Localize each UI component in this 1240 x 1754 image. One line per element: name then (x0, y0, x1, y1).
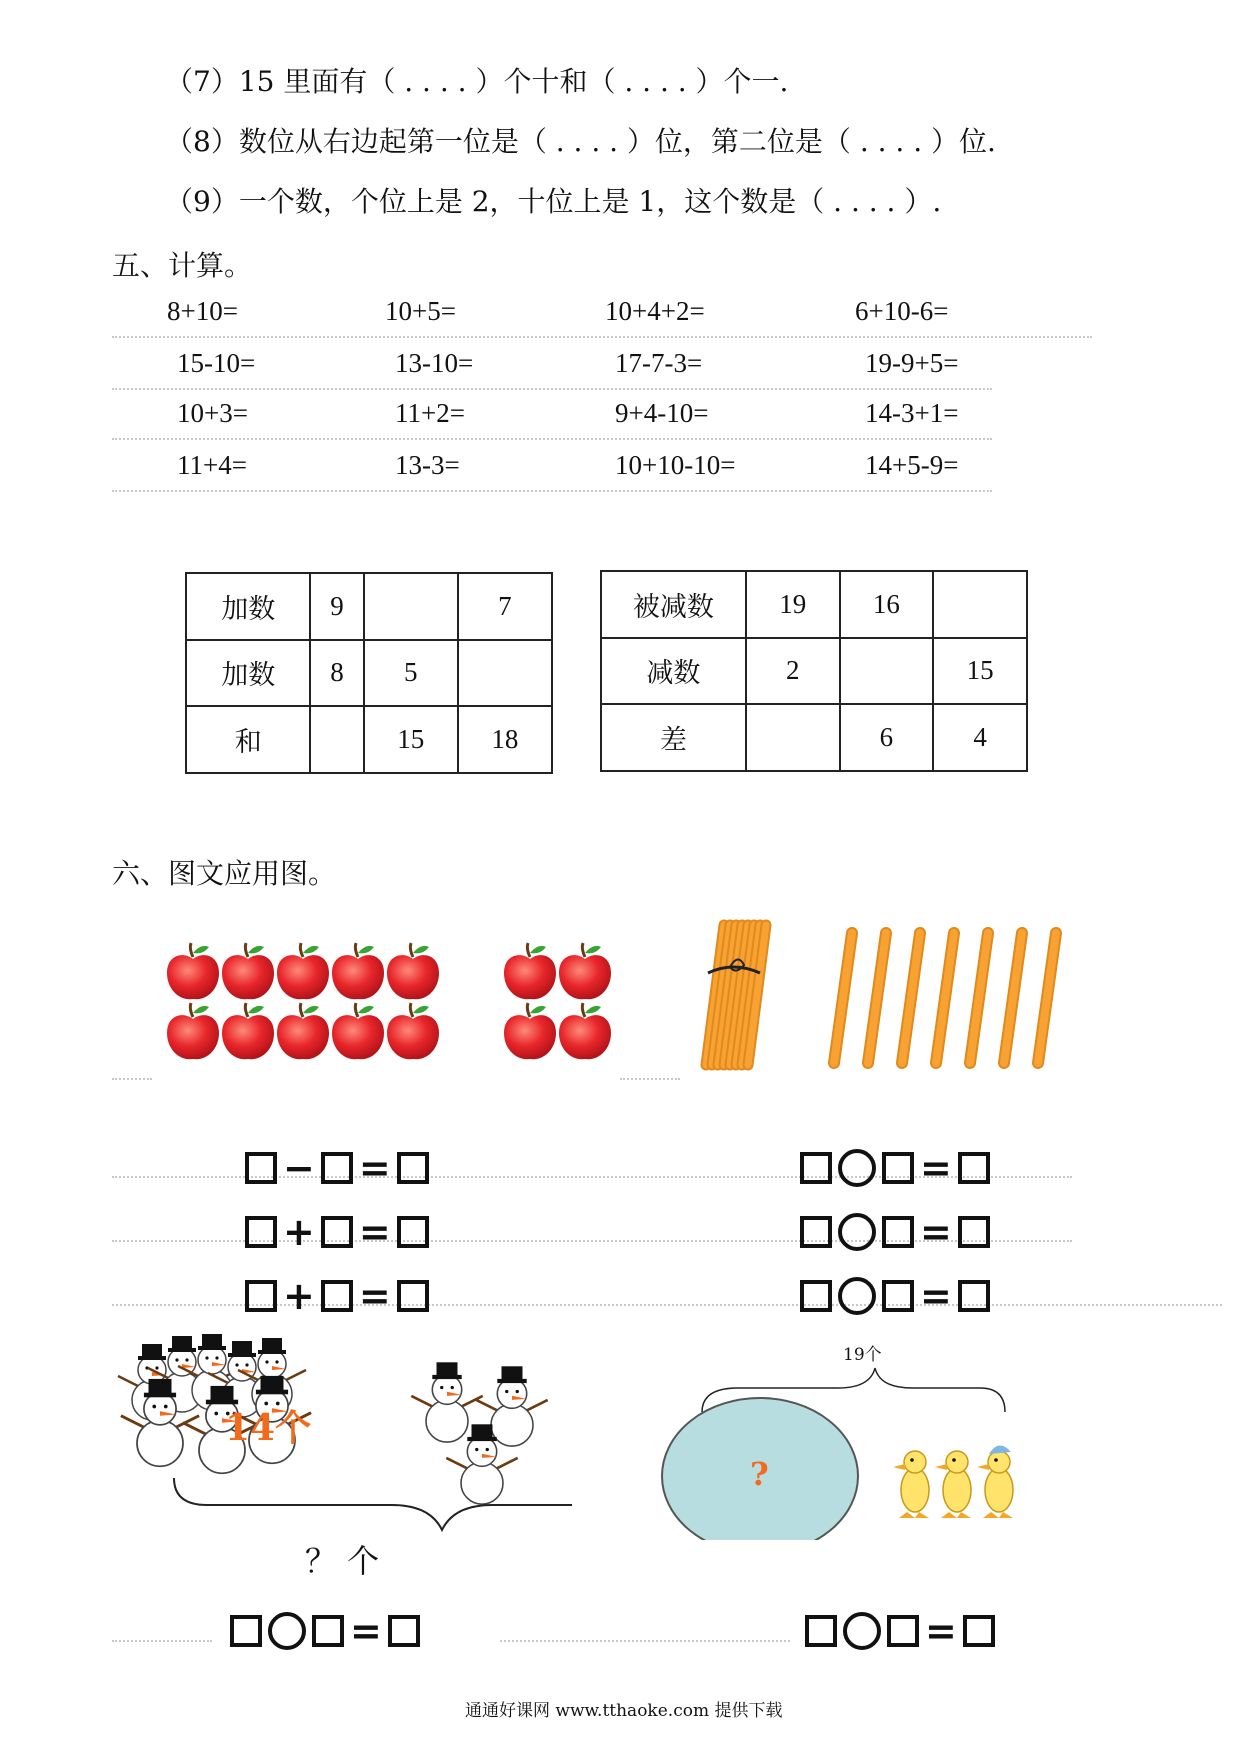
equals-sign: = (920, 1274, 952, 1318)
table-cell: 16 (840, 571, 934, 638)
apple-icon (332, 943, 384, 999)
answer-box[interactable] (958, 1152, 990, 1184)
apples-picture (160, 930, 620, 1070)
apple-icon (387, 943, 439, 999)
answer-box[interactable] (882, 1216, 914, 1248)
table-cell (746, 704, 840, 771)
duck-icon (935, 1451, 971, 1518)
calc-problem: 19-9+5= (865, 348, 959, 378)
calc-problem: 13-3= (395, 450, 460, 480)
equals-sign: = (920, 1210, 952, 1254)
table-cell (364, 573, 458, 640)
operator-sign: − (283, 1146, 315, 1190)
snowmen-question: ？ 个 (305, 1542, 380, 1580)
table-header-cell: 被减数 (601, 571, 746, 638)
calc-problem: 17-7-3= (615, 348, 703, 378)
apple-icon (504, 1003, 556, 1059)
stick-icon (1038, 933, 1056, 1063)
calc-problem: 11+4= (177, 450, 247, 480)
dotted-line (112, 1640, 212, 1642)
stick-equation (800, 1146, 990, 1190)
calc-problem: 10+5= (385, 296, 456, 326)
section-6-title: 六、图文应用图。 (112, 857, 337, 890)
answer-box[interactable] (800, 1280, 832, 1312)
calc-problem: 6+10-6= (855, 296, 949, 326)
answer-box[interactable] (312, 1615, 344, 1647)
table-cell: 19 (746, 571, 840, 638)
sticks-picture (690, 915, 1090, 1080)
stick-equation (800, 1274, 990, 1318)
stick-icon (1004, 933, 1022, 1063)
calc-problem: 10+4+2= (605, 296, 705, 326)
table-header-cell: 加数 (186, 640, 310, 707)
ducks-picture (660, 1360, 1080, 1540)
answer-box[interactable] (230, 1615, 262, 1647)
dotted-line (112, 1078, 152, 1080)
table-header-cell: 加数 (186, 573, 310, 640)
answer-box[interactable] (245, 1280, 277, 1312)
operator-circle[interactable] (838, 1277, 876, 1315)
addition-table (185, 572, 553, 774)
table-cell: 15 (933, 638, 1027, 705)
answer-box[interactable] (958, 1280, 990, 1312)
footer: 通通好课网 www.tthaoke.com 提供下载 (465, 1701, 783, 1721)
operator-sign: = (358, 1146, 391, 1190)
table-cell (933, 571, 1027, 638)
table-cell: 2 (746, 638, 840, 705)
apple-icon (277, 1003, 329, 1059)
answer-box[interactable] (800, 1216, 832, 1248)
apple-icon (222, 1003, 274, 1059)
equals-sign: = (350, 1609, 382, 1653)
stick-bundle-icon (706, 925, 766, 1065)
subtraction-table (600, 570, 1028, 772)
apple-equation (245, 1274, 429, 1318)
apple-equation (245, 1146, 429, 1190)
calc-problem: 10+10-10= (615, 450, 736, 480)
stick-icon (834, 933, 852, 1063)
answer-box[interactable] (321, 1216, 353, 1248)
question-8: （8）数位从右边起第一位是（ . . . . ）位，第二位是（ . . . . ）位. (165, 125, 996, 158)
section-5-title: 五、计算。 (112, 249, 253, 282)
ducks-equation (805, 1609, 995, 1653)
table-header-cell: 减数 (601, 638, 746, 705)
table-cell: 7 (458, 573, 552, 640)
table-cell: 4 (933, 704, 1027, 771)
answer-box[interactable] (887, 1615, 919, 1647)
apple-icon (559, 943, 611, 999)
operator-sign: = (358, 1274, 391, 1318)
answer-box[interactable] (397, 1216, 429, 1248)
stick-icon (970, 933, 988, 1063)
snowmen-equation (230, 1609, 420, 1653)
equals-sign: = (925, 1609, 957, 1653)
operator-circle[interactable] (268, 1612, 306, 1650)
table-cell: 6 (840, 704, 934, 771)
answer-box[interactable] (800, 1152, 832, 1184)
answer-box[interactable] (388, 1615, 420, 1647)
dotted-line (620, 1078, 680, 1080)
answer-box[interactable] (882, 1280, 914, 1312)
answer-box[interactable] (245, 1152, 277, 1184)
answer-box[interactable] (321, 1152, 353, 1184)
stick-icon (936, 933, 954, 1063)
apple-equation (245, 1210, 429, 1254)
operator-sign: = (358, 1210, 391, 1254)
operator-circle[interactable] (838, 1213, 876, 1251)
calc-problem: 14+5-9= (865, 450, 959, 480)
table-header-cell: 和 (186, 706, 310, 773)
table-cell: 15 (364, 706, 458, 773)
table-cell: 8 (310, 640, 363, 707)
answer-box[interactable] (321, 1280, 353, 1312)
operator-sign: + (283, 1210, 315, 1254)
dotted-line (112, 336, 1092, 338)
calc-problem: 14-3+1= (865, 398, 959, 428)
ducks-question-mark: ? (750, 1455, 769, 1493)
table-cell: 9 (310, 573, 363, 640)
question-9: （9）一个数，个位上是 2，十位上是 1，这个数是（ . . . . ）. (165, 185, 942, 218)
calc-problem: 13-10= (395, 348, 474, 378)
table-cell (310, 706, 363, 773)
dotted-line (500, 1640, 790, 1642)
answer-box[interactable] (958, 1216, 990, 1248)
calc-problem: 10+3= (177, 398, 248, 428)
equals-sign: = (920, 1146, 952, 1190)
table-cell (840, 638, 934, 705)
apple-icon (167, 943, 219, 999)
apple-icon (387, 1003, 439, 1059)
calc-problem: 8+10= (167, 296, 238, 326)
answer-box[interactable] (805, 1615, 837, 1647)
answer-box[interactable] (882, 1152, 914, 1184)
calc-problem: 11+2= (395, 398, 465, 428)
duck-icon (893, 1451, 929, 1518)
answer-box[interactable] (245, 1216, 277, 1248)
answer-box[interactable] (397, 1280, 429, 1312)
ducks-total-label: 19个 (843, 1345, 882, 1365)
dotted-line (112, 438, 992, 440)
calc-problem: 9+4-10= (615, 398, 709, 428)
apple-icon (332, 1003, 384, 1059)
operator-circle[interactable] (843, 1612, 881, 1650)
apple-icon (277, 943, 329, 999)
apple-icon (167, 1003, 219, 1059)
snowmen-count-label: 14个 (225, 1407, 312, 1449)
table-header-cell: 差 (601, 704, 746, 771)
answer-box[interactable] (397, 1152, 429, 1184)
operator-circle[interactable] (838, 1149, 876, 1187)
operator-sign: + (283, 1274, 315, 1318)
duck-icon (977, 1445, 1013, 1518)
stick-equation (800, 1210, 990, 1254)
dotted-line (112, 388, 992, 390)
answer-box[interactable] (963, 1615, 995, 1647)
apple-icon (222, 943, 274, 999)
question-7: （7）15 里面有（ . . . . ）个十和（ . . . . ）个一. (165, 65, 789, 98)
stick-icon (902, 933, 920, 1063)
calc-problem: 15-10= (177, 348, 256, 378)
table-cell: 5 (364, 640, 458, 707)
table-cell (458, 640, 552, 707)
table-cell: 18 (458, 706, 552, 773)
stick-icon (868, 933, 886, 1063)
apple-icon (504, 943, 556, 999)
dotted-line (112, 490, 992, 492)
apple-icon (559, 1003, 611, 1059)
